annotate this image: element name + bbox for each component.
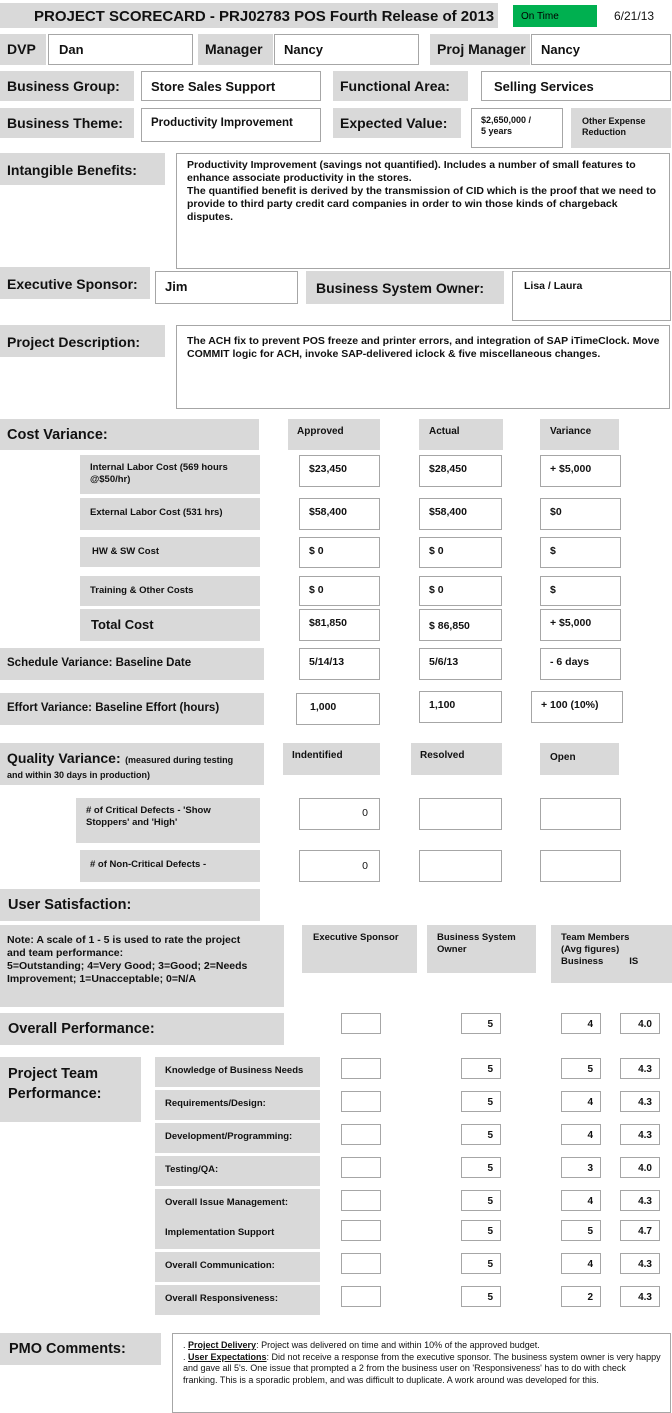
noncritical-defects-label: # of Non-Critical Defects - [80,850,260,882]
pmo-comments-text [172,1333,671,1413]
status-badge: On Time [513,5,597,27]
pmo-comment-1: . Project Delivery: Project was delivered on time and within 10% of the approved budget. [183,1340,540,1350]
training-costs-actual: $ 0 [419,576,502,606]
manager-label: Manager [198,34,273,65]
team-row-label: Development/Programming: [155,1123,320,1153]
quality-subtitle-line2: and within 30 days in production) [7,770,151,780]
team-row-es [341,1058,381,1079]
intangible-benefits-label: Intangible Benefits: [0,153,165,185]
team-row-label: Overall Issue Management: [155,1189,320,1219]
overall-es [341,1013,381,1034]
team-row-is: 4.3 [620,1253,660,1274]
team-row-bso: 5 [461,1091,501,1112]
bso-label: Business System Owner: [306,271,504,304]
team-row-label: Overall Communication: [155,1252,320,1282]
team-row-es [341,1091,381,1112]
other-expense-line2: Reduction [582,127,626,137]
dvp-value: Dan [48,34,193,65]
intangible-benefits-para2: The quantified benefit is derived by the transmission of CID which is the proof that we need to provide to third party credit card companies in order to win those kinds of chargeback disputes. [187,185,657,223]
team-row-is: 4.3 [620,1091,660,1112]
overall-bso: 5 [461,1013,501,1034]
effort-variance-label: Effort Variance: Baseline Effort (hours) [0,693,264,725]
bso-header [427,925,536,973]
approved-header: Approved [288,419,380,450]
is-subheader: IS [629,956,639,967]
team-row-bso: 5 [461,1124,501,1145]
total-cost-actual: $ 86,850 [419,609,502,641]
hw-sw-cost-variance: $ [540,537,621,568]
team-row-is: 4.3 [620,1124,660,1145]
project-description-label: Project Description: [0,325,165,357]
note-line2: and team performance: [7,947,124,959]
executive-sponsor-header: Executive Sponsor [302,925,417,973]
total-cost-approved: $81,850 [299,609,380,641]
dvp-label: DVP [0,34,46,65]
variance-header: Variance [540,419,619,450]
project-team-performance-label [0,1057,141,1122]
team-row-is: 4.3 [620,1286,660,1307]
team-row-bso: 5 [461,1190,501,1211]
bso-header-line1: Business System [437,932,516,943]
team-row-es [341,1253,381,1274]
team-row-es [341,1190,381,1211]
pmo-comment-1-title: Project Delivery [188,1340,257,1350]
other-expense-reduction [571,108,671,148]
note-line1: Note: A scale of 1 - 5 is used to rate the project [7,934,241,946]
note-line4: Improvement; 1=Unacceptable; 0=N/A [7,973,197,985]
team-row-is: 4.3 [620,1058,660,1079]
team-label-line2: Performance: [8,1086,102,1102]
training-costs-variance: $ [540,576,621,606]
overall-business: 4 [561,1013,601,1034]
expected-value-term: 5 years [481,126,513,136]
pmo-comment-1-text: : Project was delivered on time and within 10% of the approved budget. [256,1340,540,1350]
total-cost-variance: + $5,000 [540,609,621,641]
expected-value-label: Expected Value: [333,108,461,138]
external-labor-variance: $0 [540,498,621,530]
critical-identified: 0 [299,798,380,830]
other-expense-line1: Other Expense [582,116,646,126]
executive-sponsor-label: Executive Sponsor: [0,267,150,299]
critical-defects-label [76,798,260,843]
team-members-line1: Team Members [561,932,630,943]
critical-defects-line1: # of Critical Defects - 'Show [86,805,211,816]
team-row-bso: 5 [461,1058,501,1079]
schedule-variance: - 6 days [540,648,621,680]
team-row-business: 2 [561,1286,601,1307]
business-group-label: Business Group: [0,71,134,101]
internal-labor-label [80,455,260,494]
internal-labor-line2: @$50/hr) [90,474,131,485]
team-row-business: 4 [561,1124,601,1145]
pm-label: Proj Manager [430,34,530,65]
team-row-business: 5 [561,1220,601,1241]
training-costs-approved: $ 0 [299,576,380,606]
expected-value-amount: $2,650,000 / [481,115,532,125]
team-row-es [341,1220,381,1241]
bso-header-line2: Owner [437,944,467,955]
effort-approved: 1,000 [296,693,380,725]
critical-open [540,798,621,830]
team-members-subheaders [561,956,672,968]
pmo-comment-2-text: : Did not receive a response from the executive sponsor. The business system owner is very happy and gave all 5's. One issue that prompted a 2 from the business user on 'Responsiveness' has to do with check franking. This is a sporadic problem, and was difficult to duplicate. A work around was developed for this. [183,1351,661,1385]
executive-sponsor-value: Jim [155,271,298,304]
overall-performance-label: Overall Performance: [0,1013,284,1045]
effort-actual: 1,100 [419,691,502,723]
resolved-header: Resolved [411,743,502,775]
team-row-bso: 5 [461,1220,501,1241]
critical-defects-line2: Stoppers' and 'High' [86,817,178,828]
external-labor-actual: $58,400 [419,498,502,530]
intangible-benefits-para1: Productivity Improvement (savings not quantified). Includes a number of small features to enhance associate productivity in the stores. [187,159,636,184]
intangible-benefits-text [176,153,670,269]
actual-header: Actual [419,419,503,450]
identified-header: Indentified [283,743,380,775]
open-header: Open [540,743,619,775]
schedule-actual: 5/6/13 [419,648,502,680]
manager-value: Nancy [274,34,419,65]
internal-labor-variance: + $5,000 [540,455,621,487]
critical-resolved [419,798,502,830]
team-row-business: 4 [561,1253,601,1274]
training-costs-label: Training & Other Costs [80,576,260,606]
noncritical-resolved [419,850,502,882]
internal-labor-approved: $23,450 [299,455,380,487]
hw-sw-cost-approved: $ 0 [299,537,380,568]
functional-area-value: Selling Services [481,71,671,101]
bso-value: Lisa / Laura [512,271,671,321]
hw-sw-cost-actual: $ 0 [419,537,502,568]
noncritical-open [540,850,621,882]
team-label-line1: Project Team [8,1066,98,1082]
project-description-text: The ACH fix to prevent POS freeze and printer errors, and integration of SAP iTimeClock. Move COMMIT logic for ACH, invoke SAP-delivered iclock & five miscellaneous changes. [176,325,670,409]
rating-scale-note [0,925,284,1007]
pm-value: Nancy [531,34,671,65]
schedule-approved: 5/14/13 [299,648,380,680]
quality-title: Quality Variance: [7,750,121,766]
cost-variance-title: Cost Variance: [0,419,259,450]
team-row-business: 3 [561,1157,601,1178]
team-row-business: 4 [561,1091,601,1112]
internal-labor-actual: $28,450 [419,455,502,487]
team-members-header [551,925,672,983]
hw-sw-cost-label: HW & SW Cost [80,537,260,567]
business-theme-label: Business Theme: [0,108,134,138]
pmo-comment-2-title: User Expectations [188,1351,267,1362]
page-title: PROJECT SCORECARD - PRJ02783 POS Fourth Release of 2013 [34,8,495,25]
schedule-variance-label: Schedule Variance: Baseline Date [0,648,264,680]
team-row-es [341,1124,381,1145]
team-row-es [341,1157,381,1178]
team-row-business: 5 [561,1058,601,1079]
team-row-bso: 5 [461,1157,501,1178]
business-theme-value: Productivity Improvement [141,108,321,142]
expected-value [471,108,563,148]
team-row-bso: 5 [461,1253,501,1274]
total-cost-label: Total Cost [80,609,260,641]
team-row-bso: 5 [461,1286,501,1307]
noncritical-identified: 0 [299,850,380,882]
external-labor-approved: $58,400 [299,498,380,530]
note-line3: 5=Outstanding; 4=Very Good; 3=Good; 2=Needs [7,960,248,972]
team-row-is: 4.7 [620,1220,660,1241]
team-row-label: Implementation Support [155,1219,320,1249]
pmo-comment-2: . User Expectations: Did not receive a response from the executive sponsor. The business system owner is very happy and gave all 5's. One issue that prompted a 2 from the business user on 'Responsiveness' has to do with check franking. This is a sporadic problem, and was difficult to duplicate. A work around was developed for this. [183,1351,661,1385]
team-row-business: 4 [561,1190,601,1211]
team-row-es [341,1286,381,1307]
effort-variance: + 100 (10%) [531,691,623,723]
report-date: 6/21/13 [614,9,655,23]
team-row-is: 4.3 [620,1190,660,1211]
team-row-is: 4.0 [620,1157,660,1178]
team-row-label: Knowledge of Business Needs [155,1057,320,1087]
functional-area-label: Functional Area: [333,71,468,101]
internal-labor-line1: Internal Labor Cost (569 hours [90,462,228,473]
user-satisfaction-title: User Satisfaction: [0,889,260,921]
quality-subtitle-line1: (measured during testing [125,755,234,765]
quality-variance-title [0,743,264,785]
business-subheader: Business [561,956,604,967]
team-row-label: Overall Responsiveness: [155,1285,320,1315]
business-group-value: Store Sales Support [141,71,321,101]
external-labor-label: External Labor Cost (531 hrs) [80,498,260,530]
team-row-label: Requirements/Design: [155,1090,320,1120]
team-row-label: Testing/QA: [155,1156,320,1186]
team-members-line2: (Avg figures) [561,944,620,955]
pmo-comments-label: PMO Comments: [0,1333,161,1365]
overall-is: 4.0 [620,1013,660,1034]
